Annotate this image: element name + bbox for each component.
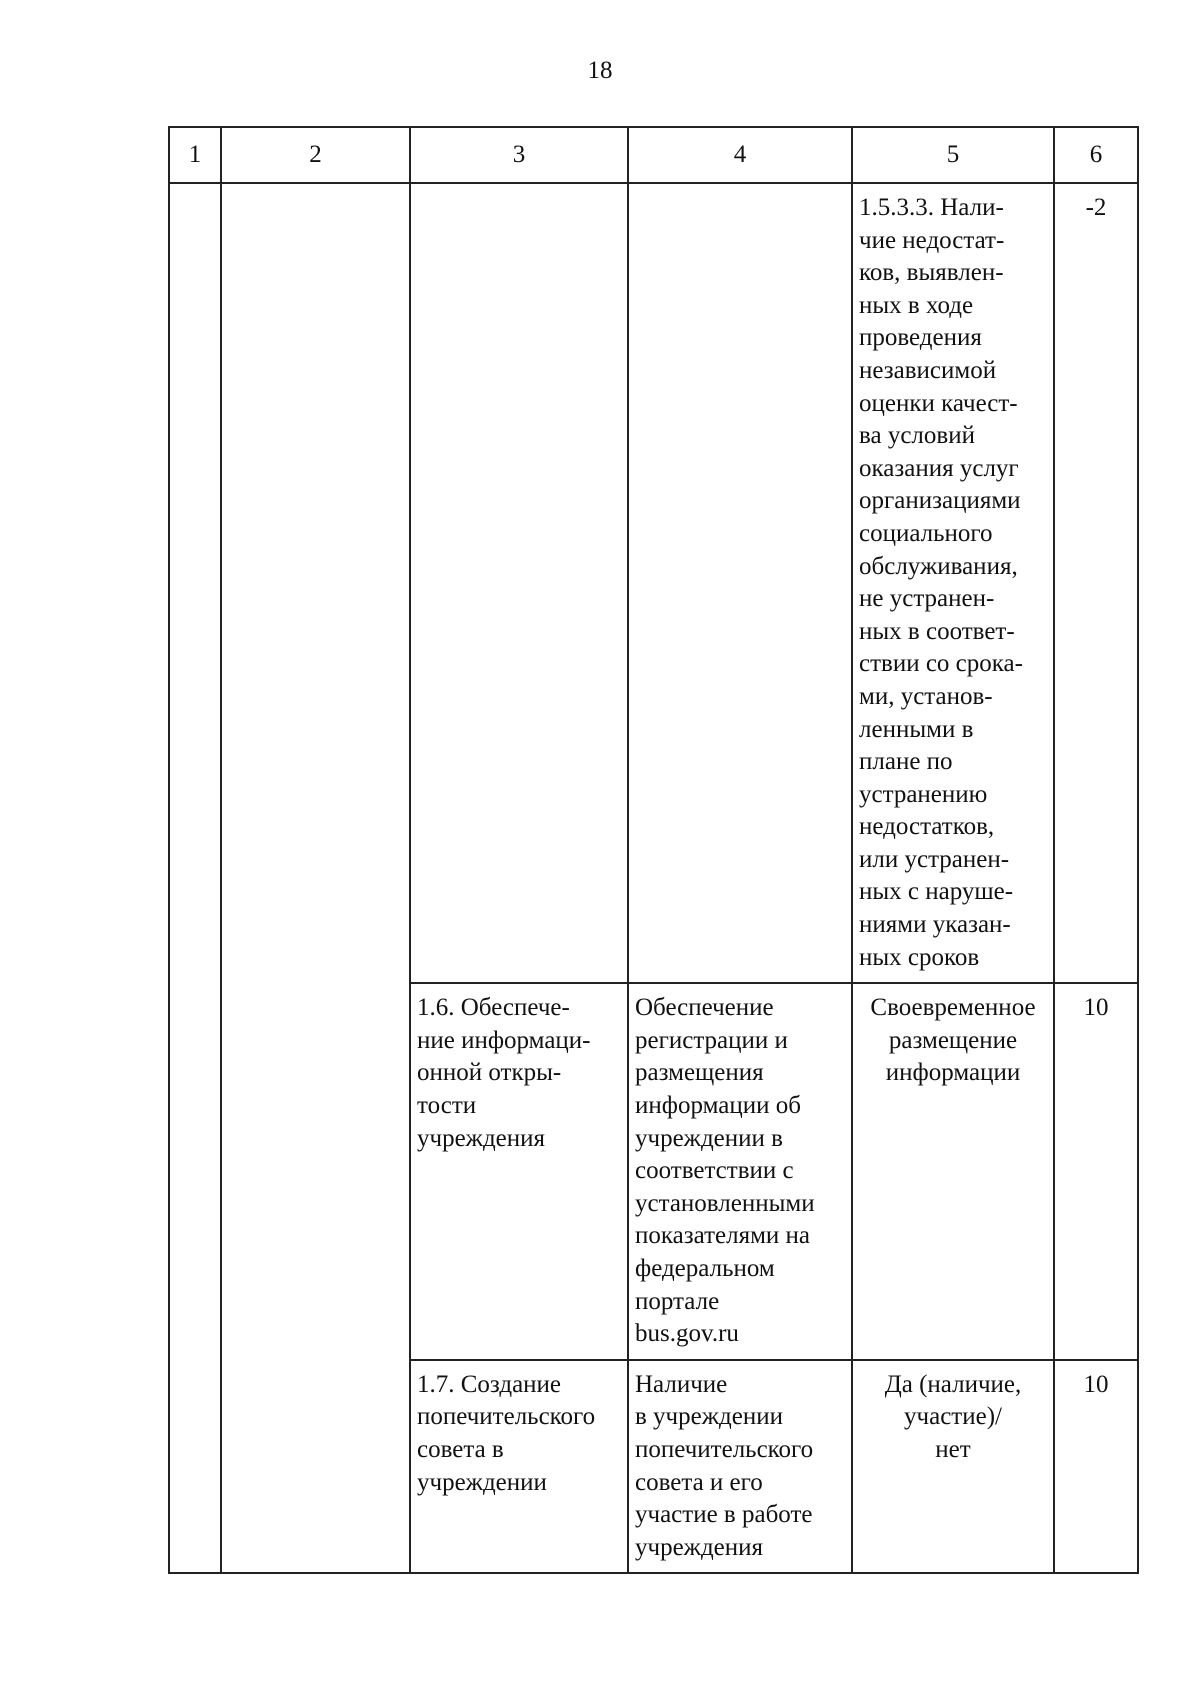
column-header-2: 2 xyxy=(221,127,410,183)
column-header-5: 5 xyxy=(852,127,1054,183)
table-header-row xyxy=(169,127,1138,183)
column-header-4: 4 xyxy=(628,127,852,183)
cell-points: -2 xyxy=(1054,183,1138,983)
cell-col2-empty xyxy=(221,183,410,1573)
cell-indicator: Наличие в учреждении попечительского совета и его участие в работе учреждения xyxy=(628,1360,852,1574)
table-row xyxy=(169,183,1138,983)
cell-indicator xyxy=(628,183,852,983)
page-number: 18 xyxy=(587,57,613,84)
cell-criterion xyxy=(410,183,628,983)
column-header-6: 6 xyxy=(1054,127,1138,183)
cell-points: 10 xyxy=(1054,983,1138,1360)
cell-criterion: 1.6. Обеспече- ние информаци- онной откры- тости учреждения xyxy=(410,983,628,1360)
cell-col1-empty xyxy=(169,183,221,1573)
column-header-1: 1 xyxy=(169,127,221,183)
cell-condition: Своевременное размещение информации xyxy=(852,983,1054,1360)
column-header-3: 3 xyxy=(410,127,628,183)
criteria-table xyxy=(168,126,1139,1574)
cell-criterion: 1.7. Создание попечительского совета в учреждении xyxy=(410,1360,628,1574)
cell-condition: 1.5.3.3. Нали- чие недостат- ков, выявлен- ных в ходе проведения независимой оценки качест- ва условий оказания услуг организациями социального обслуживания, не устранен- ных в соответ- ствии со срока- ми, установ- ленными в плане по устранению недостатков, или устранен- ных с наруше- ниями указан- ных сроков xyxy=(852,183,1054,983)
cell-indicator: Обеспечение регистрации и размещения информации об учреждении в соответствии с установленными показателями на федеральном портале bus.gov.ru xyxy=(628,983,852,1360)
cell-points: 10 xyxy=(1054,1360,1138,1574)
cell-condition: Да (наличие, участие)/ нет xyxy=(852,1360,1054,1574)
